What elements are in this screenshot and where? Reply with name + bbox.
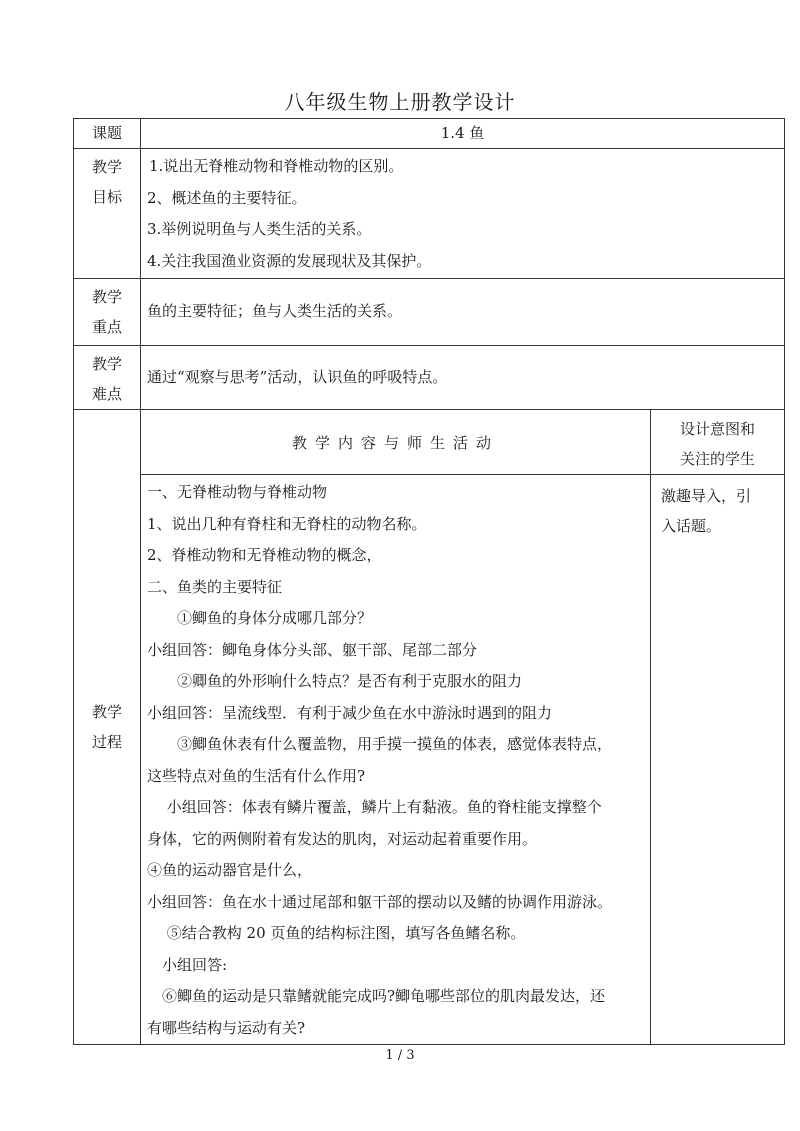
process-line: 小组回答：呈流线型．有利于减少鱼在水中游泳时遇到的阻力 bbox=[147, 703, 553, 722]
topic-label: 课题 bbox=[74, 119, 141, 149]
process-line: 2、脊椎动物和无脊椎动物的概念， bbox=[147, 546, 382, 564]
process-content-row bbox=[74, 475, 785, 1045]
process-header-row bbox=[74, 410, 785, 475]
key-label-line-1: 教学 bbox=[91, 288, 122, 306]
design-note-line-1: 激趣导入，引 bbox=[661, 487, 752, 505]
process-line: 这些特点对鱼的生活有什么作用? bbox=[147, 766, 366, 785]
goals-row bbox=[74, 149, 785, 279]
difficulty-text-cell bbox=[141, 346, 785, 410]
goal-item: 3.举例说明鱼与人类生活的关系。 bbox=[147, 220, 372, 238]
document-title: 八年级生物上册教学设计 bbox=[284, 90, 516, 114]
design-note-line-2: 入话题。 bbox=[661, 517, 722, 535]
process-line: 二、鱼类的主要特征 bbox=[147, 577, 283, 596]
process-label bbox=[74, 410, 141, 1045]
process-line: 小组回答：鲫龟身体分头部、躯干部、尾部二部分 bbox=[147, 640, 478, 659]
process-line: 小组回答：鱼在水十通过尾部和躯干部的摆动以及鳍的协调作用游泳。 bbox=[147, 892, 613, 911]
design-note bbox=[651, 475, 785, 1045]
lesson-plan-table bbox=[73, 118, 785, 1045]
design-header-line-2: 关注的学生 bbox=[679, 450, 755, 468]
process-line: 1、说出几种有脊柱和无脊柱的动物名称。 bbox=[147, 514, 427, 533]
process-line: ①鲫鱼的身体分成哪几部分？ bbox=[147, 609, 373, 627]
topic-row bbox=[74, 119, 785, 149]
design-header bbox=[651, 410, 785, 475]
goals-label-line-2: 目标 bbox=[91, 188, 122, 206]
key-text: 鱼的主要特征；鱼与人类生活的关系。 bbox=[147, 302, 403, 321]
process-content bbox=[141, 475, 651, 1045]
design-header-line-1: 设计意图和 bbox=[679, 420, 755, 438]
page-number: 1 / 3 bbox=[385, 1048, 415, 1063]
key-label bbox=[74, 279, 141, 346]
process-line: 小组回答：体表有鳞片覆盖，鳞片上有黏液。鱼的脊柱能支撑整个 bbox=[147, 798, 602, 816]
key-text-cell bbox=[141, 279, 785, 346]
process-line: ②卿鱼的外形响什么特点？是否有利于克服水的阻力 bbox=[147, 672, 523, 690]
key-row bbox=[74, 279, 785, 346]
process-line: ④鱼的运动器官是什么， bbox=[147, 861, 313, 879]
difficulty-text: 通过“观察与思考”活动，认识鱼的呼吸特点。 bbox=[147, 367, 448, 386]
difficulty-label-line-1: 教学 bbox=[91, 355, 122, 373]
difficulty-label-line-2: 难点 bbox=[91, 385, 122, 403]
difficulty-row bbox=[74, 346, 785, 410]
process-label-line-2: 过程 bbox=[91, 733, 122, 751]
process-line: 一、无脊椎动物与脊椎动物 bbox=[147, 483, 328, 501]
key-label-line-2: 重点 bbox=[91, 318, 122, 336]
goals-label-line-1: 教学 bbox=[91, 158, 122, 176]
process-line: ⑥鲫鱼的运动是只靠鳍就能完成吗?鲫龟哪些部位的肌肉最发达，还 bbox=[147, 987, 606, 1005]
process-line: ③鲫鱼休表有什么覆盖物，用手摸一摸鱼的体表，感觉体表特点， bbox=[147, 735, 613, 753]
content-header: 教学内容与师生活动 bbox=[141, 410, 651, 475]
goals-list bbox=[141, 149, 785, 279]
process-line: 小组回答: bbox=[147, 955, 228, 974]
process-label-line-1: 教学 bbox=[91, 703, 122, 721]
goals-label bbox=[74, 149, 141, 279]
topic-value: 1.4 鱼 bbox=[141, 119, 785, 149]
goal-item: 1.说出无脊椎动物和脊椎动物的区别。 bbox=[149, 157, 404, 175]
difficulty-label bbox=[74, 346, 141, 410]
process-line: 身体，它的两侧附着有发达的肌肉，对运动起着重要作用。 bbox=[147, 829, 538, 848]
process-line: ⑤结合教构 20 页鱼的结构标注图，填写各鱼鳍名称。 bbox=[147, 924, 526, 942]
goal-item: 4.关注我国渔业资源的发展现状及其保护。 bbox=[147, 251, 432, 270]
process-line: 有哪些结构与运动有关? bbox=[147, 1018, 306, 1037]
goal-item: 2、概述鱼的主要特征。 bbox=[147, 188, 307, 207]
